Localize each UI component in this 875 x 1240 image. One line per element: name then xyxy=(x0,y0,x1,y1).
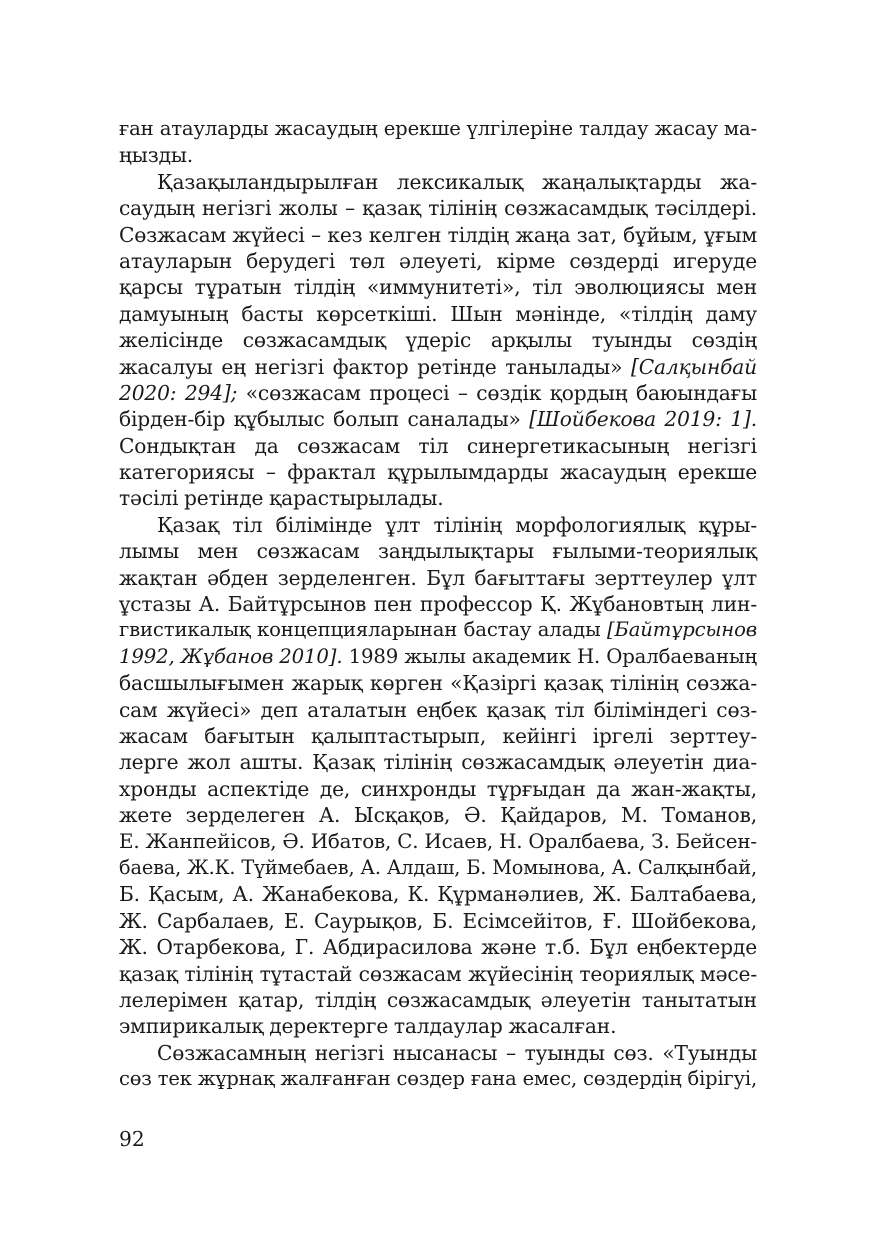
text-line: атауларын берудегі төл әлеуеті, кірме сөздерді игеруде xyxy=(119,248,757,273)
text-line: сөз тек жұрнақ жалғанған сөздер ғана емес, сөздердің бірігуі, xyxy=(119,1067,757,1091)
citation: [Байтұрсынов xyxy=(606,618,757,642)
citation: [Салқынбай xyxy=(630,354,757,379)
body-text xyxy=(119,116,757,1092)
text-line: Е. Жанпейісов, Ә. Ибатов, С. Исаев, Н. Оралбаева, З. Бейсен- xyxy=(119,829,757,853)
text-line: жасам бағытын қалыптастырып, кейінгі іргелі зерттеу- xyxy=(119,723,757,748)
text-line: баева, Ж.К. Түймебаев, А. Алдаш, Б. Момынова, А. Салқынбай, xyxy=(119,855,757,879)
text-line: саудың негізгі жолы – қазақ тілінің сөзжасамдық тәсілдері. xyxy=(119,196,757,221)
text-line: эмпирикалық деректерге талдаулар жасалған. xyxy=(119,1014,617,1039)
text-line xyxy=(119,644,757,670)
text-line: басшылығымен жарық көрген «Қазіргі қазақ тілінің сөзжа- xyxy=(119,671,757,696)
text-line xyxy=(119,380,757,406)
text-segment: бірден-бір құбылыс болып саналады» xyxy=(119,407,530,432)
text-line: тәсілі ретінде қарастырылады. xyxy=(119,486,444,511)
text-line: Сөзжасамның негізгі нысанасы – туынды сөз. «Туынды xyxy=(157,1040,757,1065)
text-line: ұстазы А. Байтұрсынов пен профессор Қ. Жұбановтың лин- xyxy=(119,592,757,617)
text-line: Сондықтан да сөзжасам тіл синергетикасының негізгі xyxy=(119,433,757,458)
text-line: жақтан әбден зерделенген. Бұл бағыттағы зерттеулер ұлт xyxy=(119,565,757,590)
text-line: хронды аспектіде де, синхронды тұрғыдан да жан-жақты, xyxy=(119,776,757,801)
text-line: категориясы – фрактал құрылымдарды жасаудың ерекше xyxy=(119,460,757,485)
text-line: Б. Қасым, А. Жанабекова, К. Құрманәлиев, Ж. Балтабаева, xyxy=(119,882,757,907)
page-number: 92 xyxy=(119,1127,145,1151)
paragraph xyxy=(119,512,757,1040)
text-line: сам жүйесі» деп аталатын еңбек қазақ тіл біліміндегі сөз- xyxy=(119,697,757,722)
text-line: лелерімен қатар, тілдің сөзжасамдық әлеуетін танытатын xyxy=(119,987,757,1012)
text-segment: 1989 жылы академик Н. Оралбаеваның xyxy=(342,644,757,668)
text-segment: «сөзжасам процесі – сөздік қордың баюындағы xyxy=(237,380,757,405)
text-line: Ж. Сарбалаев, Е. Саурықов, Б. Есімсейітов, Ғ. Шойбекова, xyxy=(119,908,757,933)
paragraph xyxy=(119,116,757,169)
text-line: Қазақ тіл білімінде ұлт тілінің морфологиялық құры- xyxy=(157,512,757,537)
text-line xyxy=(119,354,757,380)
text-line: лымы мен сөзжасам заңдылықтары ғылыми-теориялық xyxy=(119,539,757,564)
text-line xyxy=(119,406,757,432)
text-line: жете зерделеген А. Ысқақов, Ә. Қайдаров, М. Томанов, xyxy=(119,803,757,828)
text-segment: жасалуы ең негізгі фактор ретінде танылады» xyxy=(119,354,631,379)
text-line: желісінде сөзжасамдық үдеріс арқылы туынды сөздің xyxy=(119,328,757,353)
text-line: қарсы тұратын тілдің «иммунитеті», тіл эволюциясы мен xyxy=(119,275,757,300)
text-line: ған атауларды жасаудың ерекше үлгілеріне талдау жасау ма- xyxy=(119,117,757,140)
citation: [Шойбекова 2019: 1]. xyxy=(529,407,757,432)
text-line: Қазақыландырылған лексикалық жаңалықтарды жа- xyxy=(157,169,757,194)
citation: 1992, Жұбанов 2010]. xyxy=(119,644,343,668)
text-line: лерге жол ашты. Қазақ тілінің сөзжасамдық әлеуетін диа- xyxy=(119,750,757,775)
citation: 2020: 294]; xyxy=(119,380,238,405)
paragraph xyxy=(119,1040,757,1093)
text-line: дамуының басты көрсеткіші. Шын мәнінде, «тілдің даму xyxy=(119,301,757,326)
text-line: қазақ тілінің тұтастай сөзжасам жүйесінің теориялық мәсе- xyxy=(119,961,757,986)
text-line xyxy=(119,617,757,643)
paragraph xyxy=(119,169,757,512)
text-line: Сөзжасам жүйесі – кез келген тілдің жаңа зат, бұйым, ұғым xyxy=(119,222,757,247)
text-line: ңызды. xyxy=(119,143,194,168)
text-segment: гвистикалық концепцияларынан бастау алады xyxy=(119,618,607,642)
text-line: Ж. Отарбекова, Г. Абдирасилова және т.б. Бұл еңбектерде xyxy=(119,935,757,960)
